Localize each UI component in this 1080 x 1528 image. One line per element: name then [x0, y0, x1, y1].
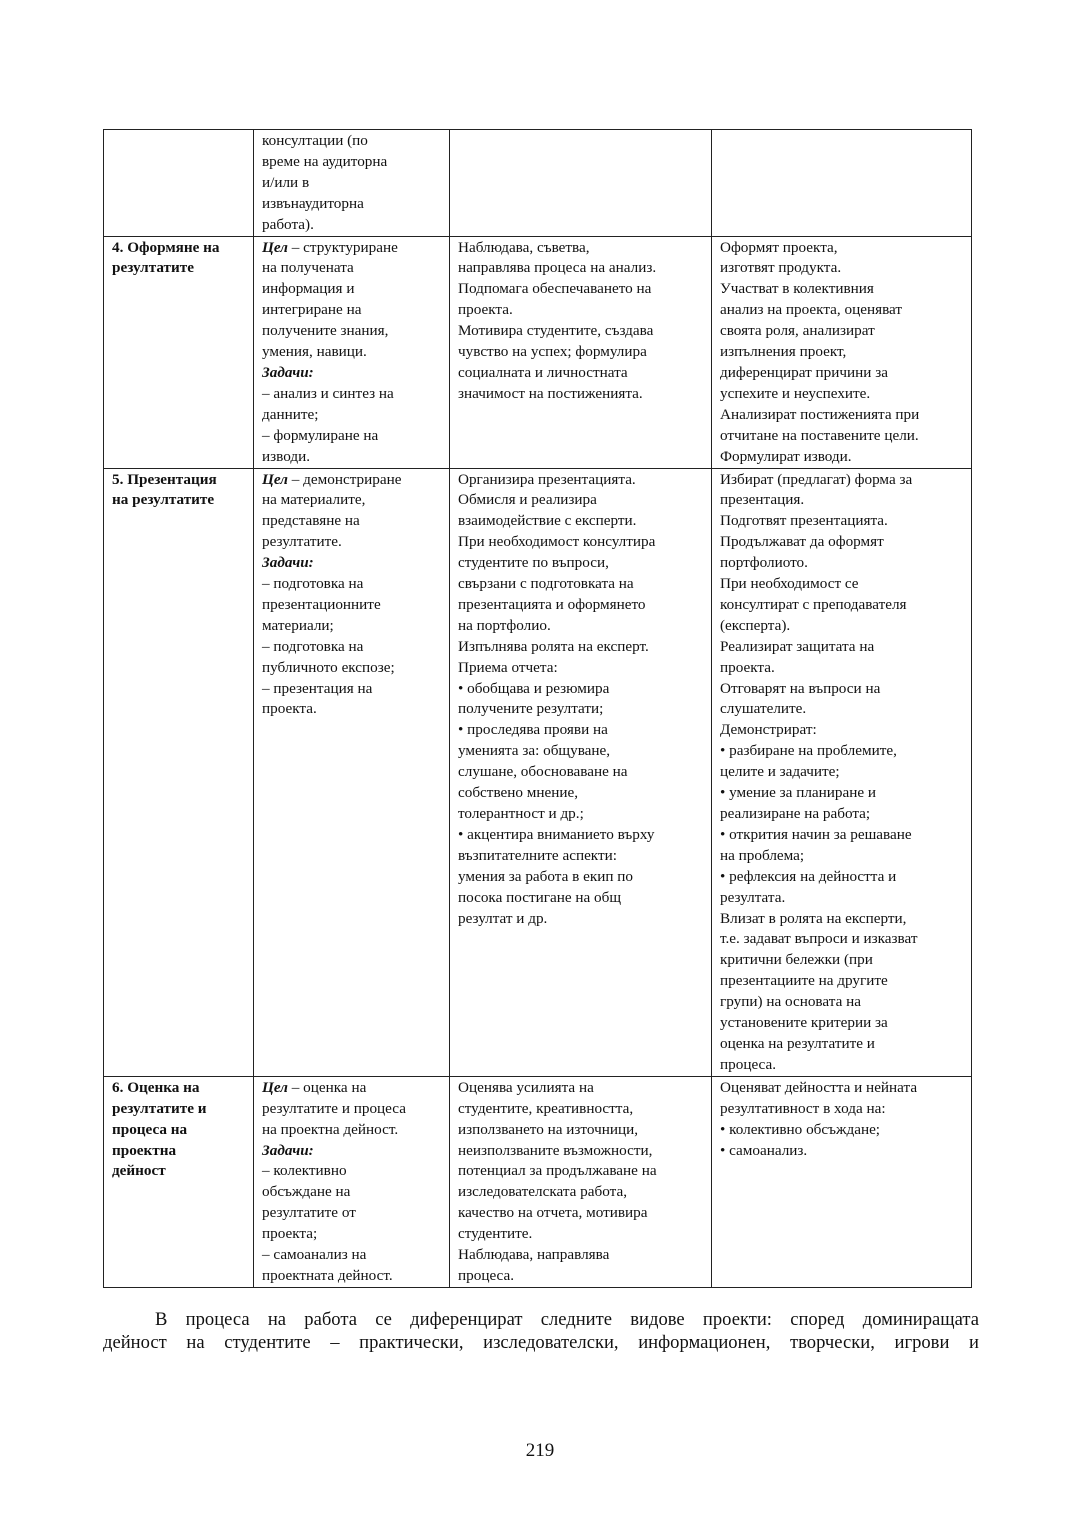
- task-line: – анализ и синтез на: [262, 384, 394, 402]
- paragraph-line: дейност на студентите – практически, изследователски, информационен, творчески, игрови и: [103, 1332, 979, 1353]
- students-line: слушателите.: [720, 700, 807, 718]
- students-line: презентациите на другите: [720, 972, 888, 990]
- students-line: Продължават да оформят: [720, 533, 884, 551]
- students-line: оценка на резултатите и: [720, 1034, 875, 1052]
- goal-label: Цел: [262, 1078, 288, 1096]
- goal-line: на проектна дейност.: [262, 1120, 399, 1138]
- task-line: проекта;: [262, 1225, 318, 1243]
- teacher-line: получените резултати;: [458, 700, 604, 718]
- students-line: Анализират постиженията при: [720, 405, 920, 423]
- students-line: Оценяват дейността и нейната: [720, 1078, 918, 1096]
- teacher-line: свързани с подготовката на: [458, 575, 634, 593]
- students-cell: [712, 468, 972, 1076]
- task-line: – самоанализ на: [262, 1246, 367, 1264]
- task-line: проектната дейност.: [262, 1266, 393, 1284]
- students-line: • открития начин за решаване: [720, 825, 912, 843]
- teacher-line: • обобщава и резюмира: [458, 679, 610, 697]
- teacher-cell: [450, 1076, 712, 1287]
- teacher-cell: [450, 130, 712, 237]
- stage-title: на резултатите: [112, 491, 215, 509]
- stage-cell: [104, 468, 254, 1076]
- stage-title: 6. Оценка на: [112, 1078, 200, 1096]
- goal-line: информация и: [262, 280, 355, 298]
- students-line: процеса.: [720, 1055, 777, 1073]
- table-row: [104, 468, 972, 1076]
- students-line: т.е. задават въпроси и изказват: [720, 930, 918, 948]
- stage-cell: [104, 236, 254, 468]
- teacher-line: неизползваните възможности,: [458, 1141, 653, 1159]
- students-line: своята роля, анализират: [720, 322, 875, 340]
- students-line: изпълнения проект,: [720, 343, 847, 361]
- goal-cell: [254, 236, 450, 468]
- teacher-line: студентите.: [458, 1225, 533, 1243]
- teacher-line: на портфолио.: [458, 616, 551, 634]
- teacher-line: Приема отчета:: [458, 658, 558, 676]
- teacher-line: възпитателните аспекти:: [458, 846, 617, 864]
- task-line: проекта.: [262, 700, 317, 718]
- task-line: материали;: [262, 616, 334, 634]
- tasks-label: Задачи:: [262, 1141, 314, 1159]
- stage-cell: [104, 130, 254, 237]
- task-line: – подготовка на: [262, 637, 364, 655]
- students-line: проекта.: [720, 658, 775, 676]
- task-line: публичното експозе;: [262, 658, 395, 676]
- stage-cell: [104, 1076, 254, 1287]
- stage-title: проектна: [112, 1141, 177, 1159]
- teacher-line: потенциал за продължаване на: [458, 1162, 657, 1180]
- task-line: обсъждане на: [262, 1183, 351, 1201]
- students-line: успехите и неуспехите.: [720, 384, 871, 402]
- teacher-cell: [450, 468, 712, 1076]
- teacher-line: използването на източници,: [458, 1120, 639, 1138]
- goal-cell: [254, 130, 450, 237]
- students-cell: [712, 1076, 972, 1287]
- teacher-line: социалната и личностната: [458, 363, 628, 381]
- goal-text: – демонстриране: [287, 470, 402, 488]
- teacher-line: чувство на успех; формулира: [458, 343, 647, 361]
- students-line: диференцират причини за: [720, 363, 888, 381]
- students-cell: [712, 130, 972, 237]
- teacher-line: • проследява прояви на: [458, 721, 608, 739]
- teacher-line: Организира презентацията.: [458, 470, 636, 488]
- students-line: резултативност в хода на:: [720, 1099, 886, 1117]
- teacher-line: изследователската работа,: [458, 1183, 627, 1201]
- stage-title: резултатите и: [112, 1099, 207, 1117]
- task-line: – формулиране на: [262, 426, 379, 444]
- goal-line: представяне на: [262, 512, 360, 530]
- task-line: резултатите от: [262, 1204, 356, 1222]
- students-line: Подготвят презентацията.: [720, 512, 888, 530]
- goal-line: резултатите и процеса: [262, 1099, 406, 1117]
- teacher-line: уменията за: общуване,: [458, 742, 611, 760]
- teacher-line: Изпълнява ролята на експерт.: [458, 637, 649, 655]
- students-line: Влизат в ролята на експерти,: [720, 909, 907, 927]
- students-line: Избират (предлагат) форма за: [720, 470, 913, 488]
- students-line: изготвят продукта.: [720, 259, 842, 277]
- teacher-line: При необходимост консултира: [458, 533, 656, 551]
- teacher-line: посока постигане на общ: [458, 888, 622, 906]
- table-row: [104, 130, 972, 237]
- students-line: Демонстрират:: [720, 721, 817, 739]
- tasks-label: Задачи:: [262, 554, 314, 572]
- teacher-line: Наблюдава, направлява: [458, 1246, 610, 1264]
- teacher-line: • акцентира вниманието върху: [458, 825, 655, 843]
- goal-text: – структуриране: [287, 238, 398, 256]
- teacher-line: резултат и др.: [458, 909, 548, 927]
- task-line: – подготовка на: [262, 575, 364, 593]
- teacher-line: Наблюдава, съветва,: [458, 238, 590, 256]
- goal-line: интегриране на: [262, 301, 362, 319]
- goal-line: на получената: [262, 259, 354, 277]
- page-number: 219: [525, 1440, 555, 1461]
- table-row: [104, 236, 972, 468]
- students-line: консултират с преподавателя: [720, 595, 907, 613]
- body-paragraph: [103, 1308, 979, 1354]
- teacher-line: значимост на постиженията.: [458, 384, 643, 402]
- students-line: Реализират защитата на: [720, 637, 875, 655]
- teacher-line: процеса.: [458, 1266, 515, 1284]
- students-line: • разбиране на проблемите,: [720, 742, 897, 760]
- teacher-line: качество на отчета, мотивира: [458, 1204, 648, 1222]
- students-line: • умение за планиране и: [720, 784, 877, 802]
- goal-line: на материалите,: [262, 491, 366, 509]
- goal-line: умения, навици.: [262, 343, 367, 361]
- students-line: При необходимост се: [720, 575, 859, 593]
- teacher-line: проекта.: [458, 301, 513, 319]
- stage-title: резултатите: [112, 259, 194, 277]
- tasks-label: Задачи:: [262, 363, 314, 381]
- goal-text: – оценка на: [287, 1078, 367, 1096]
- goal-label: Цел: [262, 470, 288, 488]
- task-line: – колективно: [262, 1162, 347, 1180]
- goal-line: получените знания,: [262, 322, 389, 340]
- stage-title: дейност: [112, 1162, 166, 1180]
- students-line: реализиране на работа;: [720, 805, 871, 822]
- teacher-line: собствено мнение,: [458, 784, 579, 802]
- students-line: критични бележки (при: [720, 951, 873, 969]
- students-line: на проблема;: [720, 846, 805, 864]
- students-line: Отговарят на въпроси на: [720, 679, 881, 697]
- students-line: • рефлексия на дейността и: [720, 867, 897, 885]
- students-line: • самоанализ.: [720, 1141, 808, 1159]
- goal-line: и/или в: [262, 173, 310, 191]
- table-row: [104, 1076, 972, 1287]
- stage-title: 4. Оформяне на: [112, 238, 220, 256]
- students-line: установените критерии за: [720, 1014, 888, 1032]
- teacher-line: Подпомага обеспечаването на: [458, 280, 652, 298]
- students-line: Формулират изводи.: [720, 447, 852, 465]
- goal-line: работа).: [262, 215, 314, 233]
- students-line: портфолиото.: [720, 554, 808, 572]
- teacher-line: взаимодействие с експерти.: [458, 512, 637, 530]
- students-line: групи) на основата на: [720, 993, 861, 1011]
- goal-line: време на аудиторна: [262, 152, 388, 170]
- task-line: изводи.: [262, 447, 311, 465]
- goal-line: извънаудиторна: [262, 194, 364, 212]
- teacher-line: умения за работа в екип по: [458, 867, 633, 885]
- students-line: отчитане на поставените цели.: [720, 426, 919, 444]
- teacher-line: Обмисля и реализира: [458, 491, 597, 509]
- goal-cell: [254, 1076, 450, 1287]
- teacher-line: толерантност и др.;: [458, 805, 584, 822]
- task-line: данните;: [262, 405, 319, 423]
- teacher-line: студентите по въпроси,: [458, 554, 609, 572]
- activity-table: [103, 129, 972, 1288]
- stage-title: 5. Презентация: [112, 470, 217, 488]
- students-line: анализ на проекта, оценяват: [720, 301, 903, 319]
- paragraph-line: В процеса на работа се диференцират следните видове проекти: според доминиращата: [155, 1309, 979, 1330]
- teacher-cell: [450, 236, 712, 468]
- students-line: целите и задачите;: [720, 763, 840, 781]
- teacher-line: Оценява усилията на: [458, 1078, 594, 1096]
- task-line: презентационните: [262, 595, 381, 613]
- students-line: • колективно обсъждане;: [720, 1120, 881, 1138]
- students-cell: [712, 236, 972, 468]
- teacher-line: направлява процеса на анализ.: [458, 259, 657, 277]
- teacher-line: студентите, креативността,: [458, 1099, 634, 1117]
- students-line: Оформят проекта,: [720, 238, 838, 256]
- teacher-line: слушане, обосноваване на: [458, 763, 628, 781]
- teacher-line: презентацията и оформянето: [458, 595, 646, 613]
- students-line: (експерта).: [720, 616, 791, 634]
- students-line: резултата.: [720, 888, 786, 906]
- goal-line: резултатите.: [262, 533, 342, 551]
- goal-line: консултации (по: [262, 132, 368, 149]
- students-line: Участват в колективния: [720, 280, 874, 298]
- stage-title: процеса на: [112, 1120, 188, 1138]
- teacher-line: Мотивира студентите, създава: [458, 322, 654, 340]
- task-line: – презентация на: [262, 679, 373, 697]
- students-line: презентация.: [720, 491, 805, 509]
- goal-cell: [254, 468, 450, 1076]
- goal-label: Цел: [262, 238, 288, 256]
